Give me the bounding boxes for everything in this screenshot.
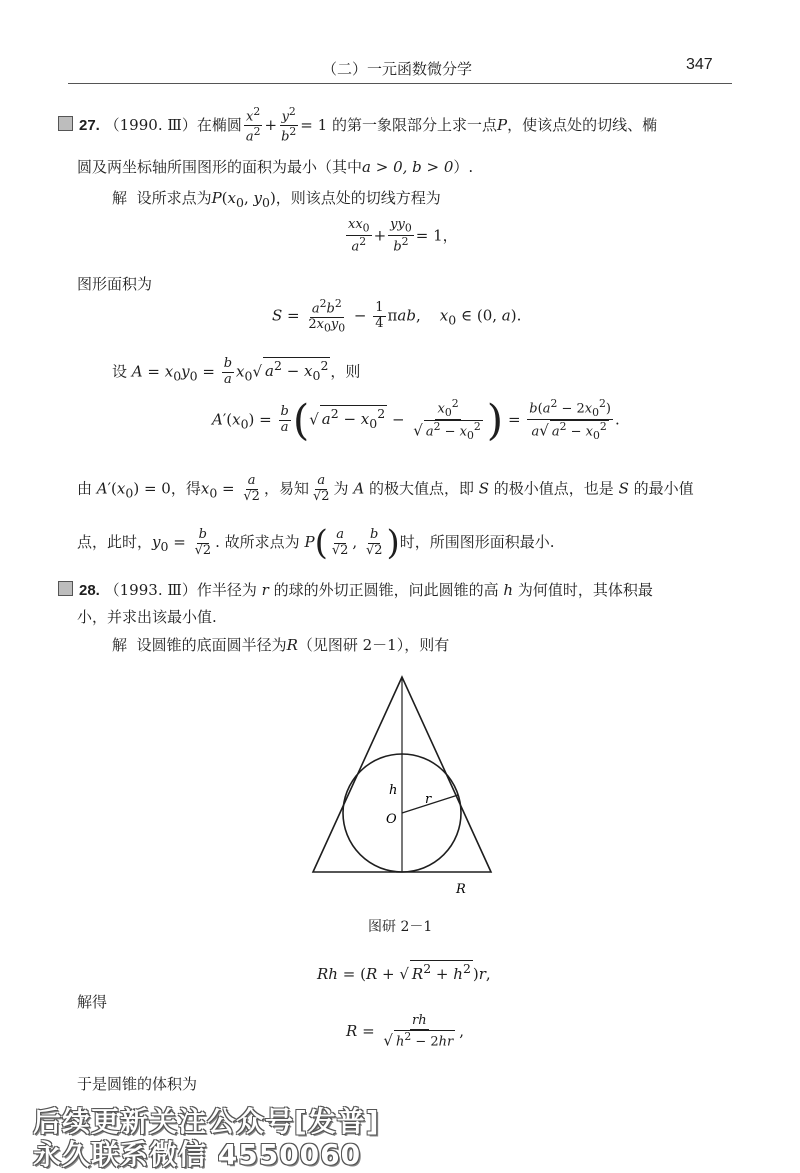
- solution-text: ，则该点处的切线方程为: [275, 189, 441, 207]
- problem-text: 使该点处的切线、椭: [522, 115, 658, 134]
- solution-28-line-1: 解 设圆锥的底面圆半径为R（见图研 2－1），则有: [112, 636, 450, 654]
- solution-27-line-by: 由 $A'(x_0) = 0$，得$x_0$ = $\frac{a}{√2}$ ，易知 $\frac{a}{√2}$ 为 A 的极大值点，即 S 的极小值点，也是 S 的最小值: [77, 473, 694, 504]
- watermark-line-1: 后续更新关注公众号[发普]: [33, 1105, 380, 1138]
- equation-R: R = $\frac{rh}{√ h^2 - 2hr}$ ,: [346, 1013, 465, 1050]
- problem-text: 在椭圆: [196, 115, 242, 134]
- problem-text: 为何值时，其体积最: [517, 581, 653, 599]
- problem-28-line-2: 小，并求出该最小值.: [77, 608, 217, 626]
- page-number: 347: [686, 56, 713, 73]
- solution-text: 由: [77, 479, 93, 498]
- equation-rh: Rh = (R + √ $R^2 + h^2$ )r,: [317, 961, 491, 983]
- running-header: （二）一元函数微分学: [322, 60, 473, 78]
- problem-number: 28.: [79, 582, 100, 599]
- solution-text: 的极大值点，即: [368, 479, 474, 498]
- solution-text: 的极小值点，也是: [493, 479, 614, 498]
- solve-label: 解得: [77, 993, 108, 1011]
- solution-label: 解: [112, 189, 128, 207]
- label-h: h: [389, 783, 398, 798]
- problem-source: （1993. Ⅲ）: [104, 581, 197, 599]
- solution-text: （见图研 2－1），则有: [297, 636, 450, 654]
- problem-text: 的第一象限部分上求一点: [331, 115, 497, 134]
- problem-27-line-1: 27. （1990. Ⅲ）在椭圆 $\frac{x^2}{a^2}$ + $\frac{y^2}{b^2}$ = 1 的第一象限部分上求一点P，使该点处的切线、椭: [58, 106, 657, 146]
- equation-derivative: $A'(x_0)$ = $\frac{b}{a}$ (√ $a^2 - x_0^2$ − $\frac{x_0^2}{√ a^2 - x_0^2}$ ) = $\frac{b(a^2 - 2x_0^2)}{a√ a^2 - x_0^2}$ .: [212, 395, 620, 445]
- problem-text: 作半径为: [196, 581, 257, 599]
- label-O: O: [386, 812, 397, 827]
- condition: a > 0, b > 0: [362, 158, 454, 176]
- problem-text: 的球的外切正圆锥，问此圆锥的高: [273, 581, 499, 599]
- solution-text: 设圆锥的底面圆半径为: [136, 636, 287, 654]
- solution-text: ，易知: [263, 479, 309, 498]
- equation-tangent-line: $\frac{xx_0}{a^2}$ + $\frac{yy_0}{b^2}$ = 1，: [348, 217, 458, 255]
- solution-27-line-1: 解 设所求点为$P(x_0$, $y_0$)，则该点处的切线方程为: [112, 189, 441, 210]
- figure-caption: 图研 2－1: [368, 919, 433, 935]
- label-R: R: [456, 882, 466, 897]
- equation-set-A: 设 $A = x_0y_0$ = $\frac{b}{a}$ $x_0√$ $a^2 - x_0^2$ ，则: [112, 356, 361, 387]
- problem-source: （1990. Ⅲ）: [104, 115, 197, 134]
- watermark-line-2: 永久联系微信 4550060: [33, 1138, 362, 1171]
- solution-27-line-point: 点，此时，$y_0$ = $\frac{b}{√2}$ . 故所求点为 P( $\frac{a}{√2}$ , $\frac{b}{√2}$ )时，所围图形面积最小.: [77, 523, 555, 563]
- equation-area: S = $\frac{a^2b^2}{2x_0y_0}$ − $\frac{1}{4}$ πab, $x_0$ ∈ (0, a).: [272, 297, 522, 335]
- solution-text: 点，此时，: [77, 533, 153, 551]
- solution-text: 设所求点为: [136, 189, 212, 207]
- volume-label: 于是圆锥的体积为: [77, 1075, 198, 1093]
- problem-number: 27.: [79, 116, 100, 134]
- problem-28-line-1: 28. （1993. Ⅲ）作半径为 r 的球的外切正圆锥，问此圆锥的高 h 为何值时，其体积最: [58, 579, 653, 600]
- solution-text: ，得: [170, 479, 201, 498]
- solution-text: 时，所围图形面积最小.: [399, 533, 555, 551]
- problem-text: 圆及两坐标轴所围图形的面积为最小（其中: [77, 158, 363, 176]
- solution-text: ，则: [330, 362, 361, 381]
- problem-text: ）.: [453, 158, 474, 176]
- solution-label: 解: [112, 636, 128, 654]
- solution-text: 为: [333, 479, 349, 498]
- solution-text: 的最小值: [633, 479, 694, 498]
- label-r: r: [425, 792, 432, 807]
- solution-text: 故所求点为: [224, 533, 300, 551]
- area-label: 图形面积为: [77, 275, 153, 293]
- solution-text: 设: [112, 362, 128, 381]
